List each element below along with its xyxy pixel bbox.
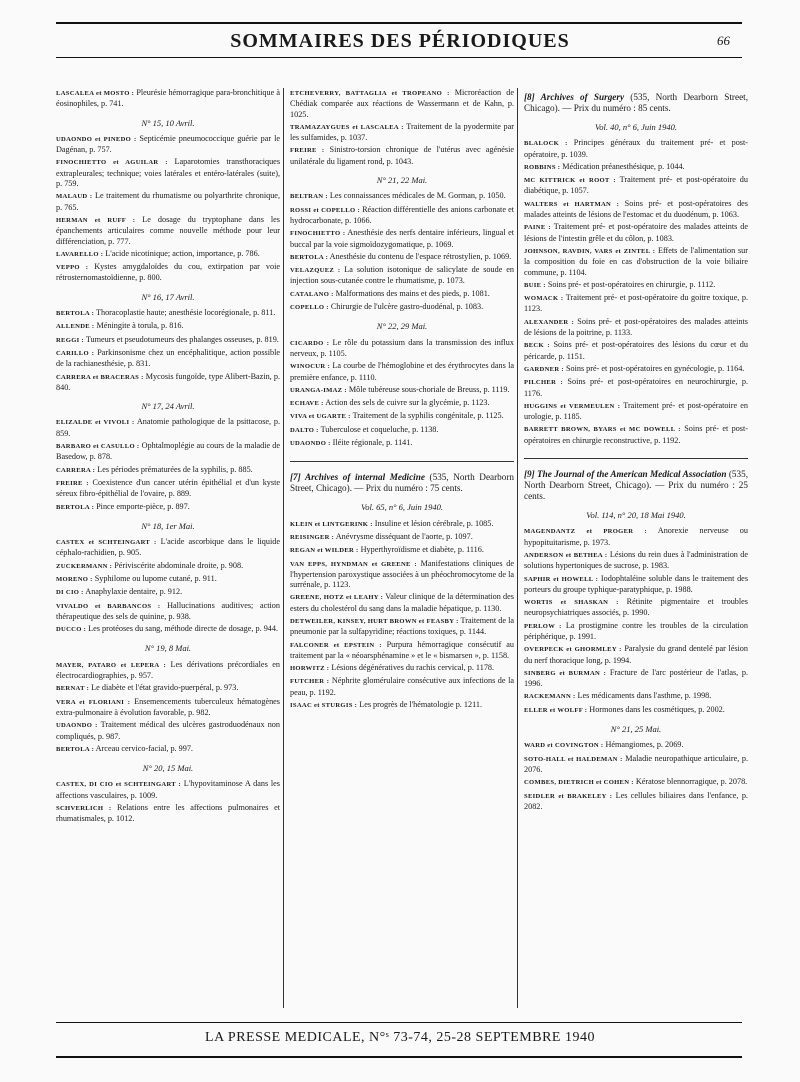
article-title: Mycosis fungoïde, type Alibert-Bazin, p. 840. (56, 371, 280, 392)
article-title: Ophtalmoplégie au cours de la maladie de Basedow, p. 878. (56, 441, 280, 462)
issue-heading: Vol. 65, n° 6, Juin 1940. (360, 502, 444, 513)
article-entry (56, 803, 280, 825)
article-authors: REGGI : (56, 336, 84, 344)
issue-heading: N° 18, 1er Mai. (141, 520, 195, 531)
article-title: Paralysie du grand dentelé par lésion du nerf thoracique long, p. 1994. (524, 644, 748, 665)
article-entry (56, 215, 280, 247)
article-entry (290, 545, 514, 556)
issue-heading: N° 17, 24 Avril. (141, 401, 195, 412)
article-entry (524, 138, 748, 160)
article-entry (56, 308, 280, 319)
article-authors: GREENE, HOTZ et LEAHY : (290, 594, 384, 602)
article-title: Fracture de l'arc postérieur de l'atlas, p. 1996. (524, 667, 748, 689)
article-title: Les périodes prématurées de la syphilis, p. 885. (95, 464, 253, 474)
article-authors: VERA et FLORIANI : (56, 698, 131, 706)
article-entry (524, 777, 748, 788)
article-entry (524, 791, 748, 813)
article-title: Soins pré- et post-opératoires en neurochirurgie, p. 1176. (524, 377, 749, 398)
article-title: Les médicaments dans l'asthme, p. 1998. (575, 691, 712, 701)
article-title: Coexistence d'un cancer utérin épithélial et d'un kyste séreux fibro-épithélial de l'ovaire, p. 889. (56, 477, 280, 499)
article-authors: ANDERSON et BETHEA : (524, 551, 608, 559)
article-entry (290, 411, 514, 422)
article-authors: GARDNER : (524, 365, 564, 373)
article-authors: FINOCHIETTO : (290, 230, 346, 238)
article-title: Néphrite glomérulaire consécutive aux infections de la peau, p. 1192. (290, 676, 514, 697)
article-authors: VEPPO : (56, 264, 89, 272)
issue-heading: N° 20, 15 Mai. (142, 763, 194, 774)
journal-footer: LA PRESSE MEDICALE, N°ˢ 73-74, 25-28 SEPTEMBRE 1940 (205, 1030, 595, 1045)
article-title: Thoracoplastie haute; anesthésie locorégionale, p. 811. (94, 308, 276, 318)
article-entry (524, 222, 748, 244)
footer-rule-bottom (56, 1056, 742, 1058)
article-authors: BECK : (524, 342, 550, 350)
article-title: Arceau cervico-facial, p. 997. (94, 743, 193, 753)
article-title: Traitement pré- et post-opératoire du diabétique, p. 1057. (524, 175, 748, 196)
article-title: Hémangiomes, p. 2069. (603, 740, 684, 750)
article-entry (290, 145, 514, 167)
article-authors: HUGGINS et VERMEULEN : (524, 402, 621, 410)
article-entry (290, 302, 514, 313)
article-authors: SCHVERLICH : (56, 805, 112, 813)
article-entry (290, 338, 514, 360)
article-entry (524, 550, 748, 572)
article-title: Médication préanesthésique, p. 1044. (560, 161, 685, 171)
article-entry (290, 700, 514, 711)
article-entry (290, 88, 514, 120)
header-rule-bottom (56, 57, 742, 58)
article-entry (56, 417, 280, 439)
article-entry (524, 705, 748, 716)
article-entry (524, 526, 748, 548)
article-authors: WORTIS et SHASKAN : (524, 599, 619, 607)
article-authors: COPELLO : (290, 304, 329, 312)
article-title: Sinistro-torsion chronique de l'utérus avec agénésie unilatérale du ligament rond, p. 1043. (290, 145, 514, 166)
article-entry (290, 289, 514, 300)
article-authors: DALTO : (290, 426, 319, 434)
article-title: Méningite à torula, p. 816. (94, 321, 184, 331)
article-title: Kératose blennorragique, p. 2078. (633, 777, 748, 787)
article-authors: JOHNSON, RAVDIN, VARS et ZINTEL : (524, 247, 656, 255)
footer-rule-top (56, 1022, 742, 1023)
article-entry (524, 293, 748, 315)
article-title: Insuline et lésion cérébrale, p. 1085. (372, 518, 494, 528)
journal-details: (535, North Dearborn Street, Chicago). — Prix du numéro : 75 cents. (290, 472, 514, 494)
article-entry (56, 601, 280, 623)
article-title: Syphilome ou lupome cutané, p. 911. (92, 573, 217, 583)
article-title: Malformations des mains et des pieds, p. 1081. (333, 288, 490, 298)
article-authors: MAYER, PATARO et LEPERA : (56, 661, 166, 669)
article-authors: PERLOW : (524, 622, 562, 630)
article-authors: ZUCKERMANN : (56, 562, 113, 570)
article-title: Anévrysme disséquant de l'aorte, p. 1097. (334, 531, 473, 541)
article-entry (524, 668, 748, 690)
article-entry (290, 385, 514, 396)
article-entry (524, 162, 748, 173)
article-authors: ETCHEVERRY, BATTAGLIA et TROPEANO : (290, 90, 450, 97)
journal-title: [8] Archives of Surgery (524, 92, 625, 102)
article-authors: WALTERS et HARTMAN : (524, 200, 620, 208)
article-authors: TRAMAZAYGUES et LASCALEA : (290, 123, 404, 131)
page-number: 66 (717, 33, 730, 48)
article-authors: FALCONER et EPSTEIN : (290, 641, 382, 649)
article-authors: DETWEILER, KINSEY, HURT BROWN et FEASBY : (290, 617, 459, 625)
journal-heading (524, 469, 748, 502)
article-authors: CARRERA et BRACERAS : (56, 373, 144, 381)
article-title: Réaction différentielle des anions carbonate et hydrocarbonate, p. 1066. (290, 204, 514, 225)
article-authors: CARILLO : (56, 349, 95, 357)
article-authors: BARBARO et CASULLO : (56, 443, 140, 451)
article-title: Chirurgie de l'ulcère gastro-duodénal, p. 1083. (328, 302, 484, 312)
article-authors: SEIDLER et BRAKELEY : (524, 792, 613, 800)
article-authors: VAN EPPS, HYNDMAN et GREENE : (290, 560, 417, 568)
article-authors: UDAONDO : (290, 440, 331, 448)
article-entry (56, 683, 280, 694)
article-entry (290, 122, 514, 144)
article-authors: DI CIO : (56, 589, 84, 597)
article-authors: UDAONDO et PINEDO : (56, 135, 137, 143)
section-separator (524, 458, 748, 459)
article-title: Soins pré- et post-opératoires des lésions du cœur et du péricarde, p. 1151. (524, 340, 748, 361)
article-entry (56, 372, 280, 394)
article-authors: KLEIN et LINTGERINK : (290, 520, 373, 528)
article-entry (56, 574, 280, 585)
journal-details: (535, North Dearborn Street, Chicago). — Prix du numéro : 85 cents. (524, 92, 748, 113)
article-entry (56, 779, 280, 801)
article-title: Manifestations cliniques de l'hypertension paroxystique associées à un phéochromocytome de la surrénale, p. 1123. (290, 558, 514, 590)
article-entry (524, 621, 748, 643)
article-entry (524, 377, 748, 399)
article-entry (290, 425, 514, 436)
article-entry (56, 624, 280, 635)
article-title: Kystes amygdaloïdes du cou, extirpation par voie rétrosternomastoïdienne, p. 800. (56, 262, 280, 283)
article-title: Anatomie pathologique de la psittacose, p. 859. (56, 417, 280, 438)
article-title: Traitement pré- et post-opératoire en urologie, p. 1185. (524, 400, 749, 422)
article-entry (56, 697, 280, 719)
journal-details: (535, North Dearborn Street, Chicago). — Prix du numéro : 25 cents. (524, 469, 748, 502)
article-title: Anesthésie des nerfs dentaire inférieurs, lingual et buccal par la voie sigmoïdozygomatique, p. 1069. (290, 228, 515, 249)
article-authors: BARRETT BROWN, BYARS et MC DOWELL : (524, 426, 681, 434)
article-title: Anorexie nerveuse ou hypopituitarisme, p. 1973. (524, 526, 748, 547)
article-title: Septicémie pneumococcique guérie par le Dagénan, p. 757. (56, 133, 280, 155)
issue-heading: N° 21, 25 Mai. (610, 724, 662, 735)
article-authors: MAGENDANTZ et PROGER : (524, 528, 647, 536)
article-authors: CASTEX et SCHTEINGART : (56, 539, 157, 547)
article-authors: LAVARELLO : (56, 250, 104, 258)
article-authors: MC KITTRICK et ROOT : (524, 177, 616, 185)
article-authors: PILCHER : (524, 379, 563, 387)
journal-heading (290, 472, 514, 494)
article-entry (56, 744, 280, 755)
article-title: Iléite régionale, p. 1141. (330, 438, 413, 448)
article-entry (56, 191, 280, 213)
article-authors: DUCCO : (56, 626, 87, 634)
column-1 (56, 88, 280, 827)
article-title: Les connaissances médicales de M. Gorman, p. 1050. (327, 191, 506, 201)
article-entry (290, 228, 514, 250)
article-entry (524, 175, 748, 197)
article-entry (524, 317, 748, 339)
article-authors: ELIZALDE et VIVOLI : (56, 419, 135, 427)
article-authors: VELAZQUEZ : (290, 267, 341, 275)
article-entry (56, 335, 280, 346)
article-authors: HERMAN et RUFF : (56, 216, 136, 224)
header-rule-top (56, 22, 742, 24)
article-title: Soins pré- et post-opératoires des malades atteints de lésions de l'estomac et du duodénum, p. 1063. (524, 198, 748, 220)
issue-heading: N° 22, 29 Mai. (376, 321, 428, 332)
article-entry (56, 561, 280, 572)
article-authors: PAINE : (524, 224, 551, 232)
article-entry (56, 134, 280, 156)
article-title: Le traitement du rhumatisme ou polyarthrite chronique, p. 765. (56, 191, 280, 212)
article-authors: BLALOCK : (524, 140, 568, 148)
article-title: Maladie neuropathique articulaire, p. 2076. (524, 753, 748, 774)
article-title: Anaphylaxie dentaire, p. 912. (83, 587, 183, 597)
article-authors: HORWITZ : (290, 665, 330, 673)
article-entry (290, 205, 514, 227)
article-authors: RACKEMANN : (524, 693, 576, 701)
article-entry (56, 441, 280, 463)
article-authors: FREIRE : (56, 479, 89, 487)
article-title: Hormones dans les cosmétiques, p. 2002. (587, 704, 725, 714)
article-entry (56, 88, 280, 110)
article-entry (524, 424, 748, 446)
article-title: Lésions dégénératives du rachis cervical, p. 1178. (329, 663, 495, 673)
article-entry (290, 592, 514, 614)
article-authors: ALEXANDER : (524, 318, 575, 326)
article-title: Les cellules biliaires dans l'enfance, p. 2082. (524, 790, 748, 811)
article-entry (56, 537, 280, 559)
article-entry (56, 502, 280, 513)
article-authors: LASCALEA et MOSTO : (56, 90, 135, 97)
article-entry (56, 157, 280, 189)
article-title: Pince emporte-pièce, p. 897. (94, 501, 190, 511)
article-title: Les dérivations précordiales en électrocardiographies, p. 957. (56, 659, 280, 681)
article-entry (56, 720, 280, 742)
article-authors: URANGA-IMAZ : (290, 386, 347, 394)
article-authors: ISAAC et STURGIS : (290, 702, 358, 710)
article-authors: WARD et COVINGTON : (524, 742, 604, 750)
article-authors: BERTOLA : (56, 310, 95, 318)
article-authors: ROBBINS : (524, 163, 561, 171)
article-authors: ECHAVE : (290, 400, 324, 408)
issue-heading: N° 21, 22 Mai. (376, 175, 428, 186)
article-authors: CASTEX, DI CIO et SCHTEINGART : (56, 781, 182, 789)
article-entry (290, 640, 514, 662)
article-title: Tuberculose et coqueluche, p. 1138. (318, 424, 439, 434)
article-authors: SINBERG et BURMAN : (524, 669, 607, 677)
article-title: Soins pré- et post-opératoires en chirurgie, p. 1112. (545, 279, 716, 289)
article-authors: REGAN et WILDER : (290, 547, 359, 555)
article-title: Effets de l'alimentation sur la composition du foie en cas d'obstruction de la voie biliaire commune, p. 1104. (524, 245, 749, 277)
article-title: Valeur clinique de la détermination des esters du cholestérol du sang dans la maladie hépatique, p. 1130. (290, 592, 514, 613)
article-title: La solution isotonique de salicylate de soude en injection sous-cutanée contre le rhumatisme, p. 1073. (290, 265, 514, 286)
article-authors: REISINGER : (290, 533, 335, 541)
article-title: Relations entre les affections pulmonaires et rhumatismales, p. 1012. (56, 803, 280, 824)
issue-heading: Vol. 114, n° 20, 18 Mai 1940. (586, 510, 686, 521)
article-title: Le diabète et l'état gravido-puerpéral, p. 973. (89, 683, 239, 693)
article-title: Parkinsonisme chez un encéphalitique, action possible de la rachianesthésie, p. 831. (56, 347, 280, 369)
article-entry (524, 740, 748, 751)
article-title: Les progrès de l'hématologie p. 1211. (357, 700, 483, 710)
article-entry (56, 249, 280, 260)
article-entry (56, 465, 280, 476)
issue-heading: N° 15, 10 Avril. (141, 117, 195, 128)
article-entry (524, 754, 748, 776)
article-entry (524, 401, 748, 423)
section-separator (290, 461, 514, 462)
article-entry (290, 663, 514, 674)
article-authors: OVERPECK et GHORMLEY : (524, 646, 622, 654)
article-authors: WINOCUR : (290, 363, 331, 371)
article-title: Traitement pré- et post-opératoire des malades atteints de lésions de l'intestin grêle et du côlon, p. 1083. (524, 222, 748, 243)
article-authors: SOTO-HALL et HALDEMAN : (524, 755, 623, 763)
article-title: Le rôle du potassium dans la transmission des influx nerveux, p. 1105. (290, 337, 514, 358)
article-entry (524, 691, 748, 702)
article-title: Traitement médical des ulcères gastroduodénaux non compliqués, p. 987. (56, 720, 280, 741)
article-entry (524, 246, 748, 278)
article-title: Soins pré- et post-opératoires en chirurgie reconstructive, p. 1192. (524, 424, 748, 445)
article-entry (56, 478, 280, 500)
article-title: L'acide nicotinique; action, importance, p. 786. (103, 248, 260, 258)
article-authors: UDAONDO : (56, 722, 98, 730)
column-divider (517, 88, 518, 1008)
article-entry (524, 364, 748, 375)
column-3 (524, 88, 748, 814)
article-title: Traitement pré- et post-opératoire du goitre toxique, p. 1123. (524, 293, 748, 314)
article-title: Périviscérite abdominale droite, p. 908. (112, 560, 244, 570)
article-entry (290, 676, 514, 698)
article-title: La courbe de l'hémoglobine et des érythrocytes dans la première enfance, p. 1110. (290, 361, 514, 382)
article-title: Lésions du rein dues à l'administration de solutions hypertoniques de sucrose, p. 1983. (524, 549, 748, 571)
article-entry (290, 616, 514, 638)
article-entry (524, 574, 748, 596)
journal-title: [7] Archives of internal Medicine (290, 472, 425, 483)
article-authors: VIVALDO et BARBANCOS : (56, 602, 161, 610)
article-title: L'acide ascorbique dans le liquide céphalo-rachidien, p. 905. (56, 537, 280, 558)
article-title: Hyperthyroïdisme et diabète, p. 1116. (358, 545, 484, 555)
article-title: Soins pré- et post-opératoires des malades atteints de lésions de la poitrine, p. 1133. (524, 316, 748, 338)
article-title: Principes généraux du traitement pré- et post-opératoire, p. 1039. (524, 138, 748, 159)
article-title: Traitement de la syphilis congénitale, p. 1125. (350, 411, 504, 421)
article-title: Tumeurs et pseudotumeurs des phalanges osseuses, p. 819. (83, 334, 279, 344)
article-entry (290, 519, 514, 530)
article-title: Le dosage du tryptophane dans les épanchements articulaires comme nouvelle méthode pour leur différenciation, p. 777. (56, 214, 280, 246)
article-title: Action des sels de cuivre sur la glycémie, p. 1123. (323, 398, 490, 408)
article-title: Iodophtaléine soluble dans le traitement des porteurs du groupe typhique-paratyphique, p. 1988. (524, 573, 748, 594)
article-authors: FUTCHER : (290, 678, 330, 686)
article-authors: CICARDO : (290, 339, 330, 347)
column-2 (290, 88, 514, 713)
article-authors: MALAUD : (56, 193, 93, 201)
journal-heading (524, 92, 748, 114)
article-authors: FREIRE : (290, 147, 325, 155)
article-entry (290, 191, 514, 202)
article-entry (524, 280, 748, 291)
article-entry (56, 262, 280, 284)
article-title: Pleurésie hémorragique para-bronchitique à éosinophiles, p. 741. (56, 88, 281, 109)
article-title: Rétinite pigmentaire et troubles neuropsychiatriques associés, p. 1990. (524, 597, 748, 618)
article-authors: BERTOLA : (56, 503, 95, 511)
article-entry (56, 660, 280, 682)
article-title: Purpura hémorragique consécutif au traitement par la « néoarsphénamine » et le « bismarsen », p. 1158. (290, 639, 515, 660)
article-entry (290, 559, 514, 591)
article-authors: WOMACK : (524, 295, 564, 303)
article-authors: FINOCHIETTO et AGUILAR : (56, 159, 168, 167)
article-authors: BUIE : (524, 281, 546, 289)
article-title: Anesthésie du contenu de l'espace rétrostylien, p. 1069. (328, 251, 512, 261)
article-authors: BERTOLA : (290, 253, 329, 261)
article-authors: ALLENDE : (56, 323, 95, 331)
article-title: Laparotomies transthoraciques extrapleurales; technique; voies latérales et entéro-latérales (suite), p. 759. (56, 157, 281, 189)
article-entry (56, 348, 280, 370)
issue-heading: N° 19, 8 Mai. (144, 643, 192, 654)
article-authors: ELLER et WOLFF : (524, 706, 588, 714)
article-entry (290, 532, 514, 543)
article-authors: VIVA et UGARTE : (290, 413, 351, 421)
journal-title: [9] The Journal of the American Medical Association (524, 469, 727, 480)
page-title: SOMMAIRES DES PÉRIODIQUES (230, 30, 570, 52)
issue-heading: Vol. 40, n° 6, Juin 1940. (594, 122, 678, 132)
article-title: La prostigmine contre les troubles de la circulation périphérique, p. 1991. (524, 620, 748, 641)
article-authors: MORENO : (56, 575, 93, 583)
article-entry (290, 398, 514, 409)
article-title: Microréaction de Chédiak comparée aux réactions de Wassermann et de Kahn, p. 1025. (290, 88, 514, 119)
article-title: Ensemencements tuberculeux hématogènes extra-pulmonaire à évolution favorable, p. 982. (56, 696, 280, 717)
article-entry (524, 199, 748, 221)
article-authors: CARRERA : (56, 466, 96, 474)
article-authors: CATALANO : (290, 290, 334, 298)
article-entry (290, 252, 514, 263)
article-title: Traitement de la pneumonie par la sulfapyridine; réactions toxiques, p. 1144. (290, 615, 514, 637)
article-authors: BERNAT : (56, 685, 90, 693)
article-title: Môle tubéreuse sous-choriale de Breuss, p. 1119. (346, 384, 510, 394)
article-authors: ROSSI et COPELLO : (290, 206, 360, 214)
article-title: Les protéoses du sang, méthode directe de dosage, p. 944. (86, 624, 279, 634)
article-entry (524, 340, 748, 362)
article-title: L'hypovitaminose A dans les affections vasculaires, p. 1009. (56, 779, 280, 800)
article-entry (290, 265, 514, 287)
article-title: Soins pré- et post-opératoires en gynécologie, p. 1164. (563, 363, 745, 373)
article-entry (524, 597, 748, 619)
article-entry (56, 321, 280, 332)
article-entry (290, 438, 514, 449)
article-title: Traitement de la pyodermite par les sulfamides, p. 1037. (290, 121, 514, 143)
article-authors: COMBES, DIETRICH et COHEN : (524, 779, 634, 787)
article-authors: SAPHIR et HOWELL : (524, 575, 599, 583)
article-entry (290, 361, 514, 383)
article-entry (524, 644, 748, 666)
article-entry (56, 587, 280, 598)
article-title: Hallucinations auditives; action thérapeutique des sels de quinine, p. 938. (56, 600, 280, 621)
article-authors: BELTRAN : (290, 193, 328, 201)
column-divider (283, 88, 284, 1008)
article-authors: BERTOLA : (56, 745, 95, 753)
issue-heading: N° 16, 17 Avril. (141, 291, 195, 302)
